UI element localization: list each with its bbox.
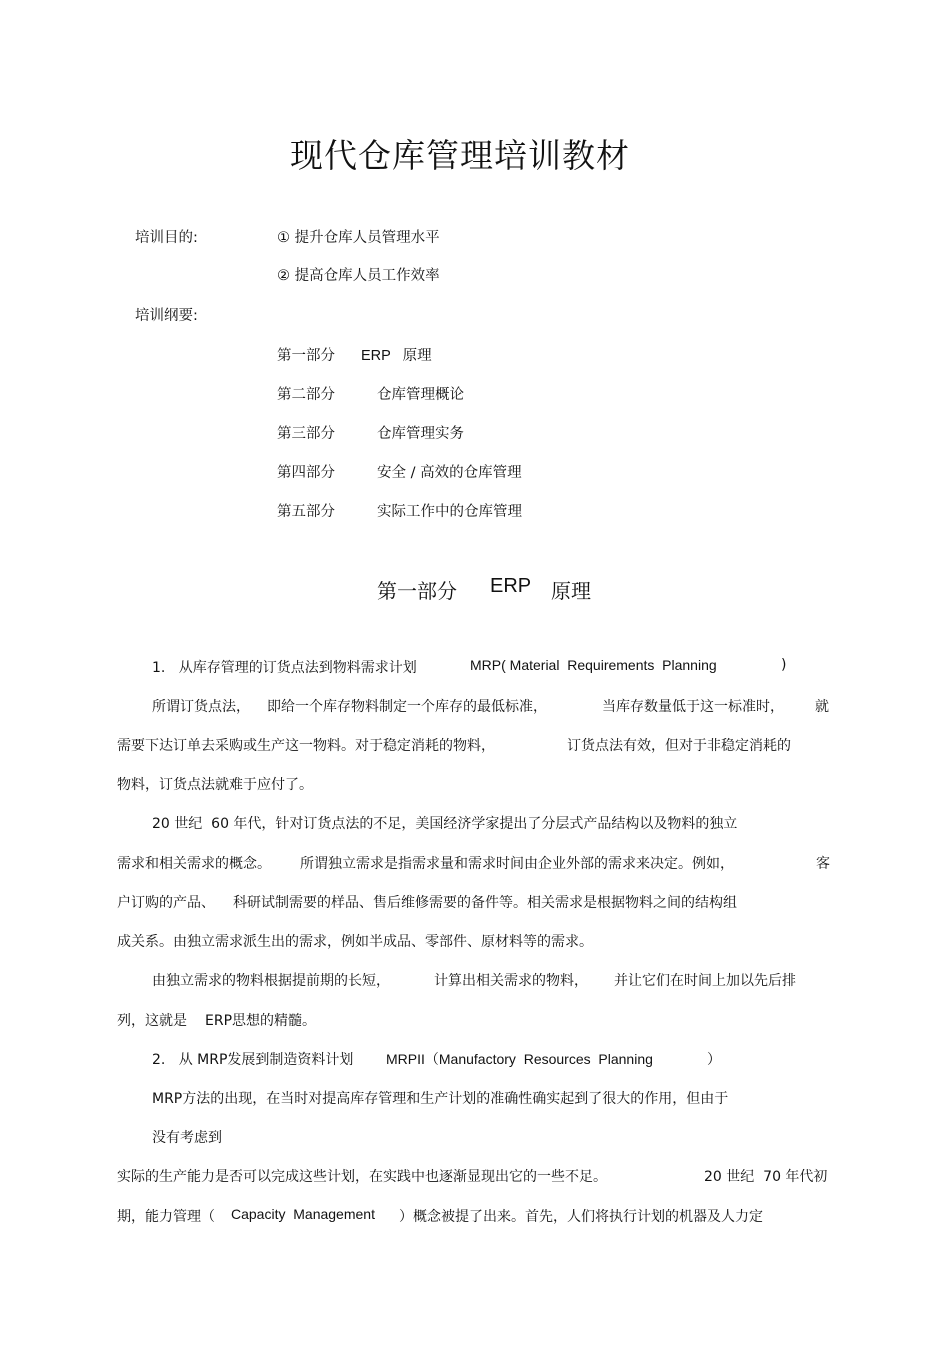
subheading-1: 1. 从库存管理的订货点法到物料需求计划: [152, 660, 417, 676]
paragraph-line: 20 世纪 70 年代初: [704, 1169, 828, 1185]
subheading-2: 2. 从 MRP发展到制造资料计划: [152, 1052, 354, 1068]
paragraph-line: 列，这就是: [117, 1013, 187, 1029]
paragraph-line: 计算出相关需求的物料，: [434, 973, 588, 989]
paragraph-line: 户订购的产品、: [117, 895, 215, 911]
paragraph-line: MRP方法的出现，在当时对提高库存管理和生产计划的准确性确实起到了很大的作用，但由于: [152, 1091, 729, 1107]
outline-part-name: 仓库管理概论: [377, 387, 464, 403]
outline-part-name: 安全 / 高效的仓库管理: [377, 465, 522, 481]
paragraph-line: 订货点法有效，但对于非稳定消耗的: [567, 738, 791, 754]
outline-part-number: 第四部分: [277, 465, 335, 481]
paragraph-line: 需求和相关需求的概念。: [117, 856, 271, 872]
subheading-2-english: MRPII（Manufactory Resources Planning: [386, 1051, 653, 1067]
paragraph-line: 由独立需求的物料根据提前期的长短，: [152, 973, 390, 989]
outline-part-name: ERP 原理: [361, 348, 432, 364]
objective-item: ① 提升仓库人员管理水平: [277, 230, 440, 246]
paragraph-line: 期，能力管理（: [117, 1209, 215, 1225]
outline-part-number: 第一部分: [277, 348, 335, 364]
paragraph-line: ）概念被提了出来。首先，人们将执行计划的机器及人力定: [399, 1209, 763, 1225]
paragraph-line: 客: [816, 856, 830, 872]
paragraph-line: 所谓独立需求是指需求量和需求时间由企业外部的需求来决定。例如，: [300, 856, 734, 872]
document-title: 现代仓库管理培训教材: [290, 136, 630, 175]
outline-part-number: 第三部分: [277, 426, 335, 442]
paragraph-line: 需要下达订单去采购或生产这一物料。对于稳定消耗的物料，: [117, 738, 495, 754]
outline-label: 培训纲要:: [135, 308, 198, 324]
paragraph-line-english: Capacity Management: [231, 1206, 375, 1222]
subheading-2-close: ）: [707, 1052, 721, 1068]
outline-part-name: 仓库管理实务: [377, 426, 464, 442]
subheading-1-close: ): [781, 657, 787, 673]
paragraph-line: 成关系。由独立需求派生出的需求，例如半成品、零部件、原材料等的需求。: [117, 934, 593, 950]
outline-part-number: 第五部分: [277, 504, 335, 520]
paragraph-line: 就: [815, 699, 829, 715]
section-heading-part: 第一部分: [377, 579, 457, 603]
paragraph-line: 没有考虑到: [152, 1130, 222, 1146]
paragraph-line: 并让它们在时间上加以先后排: [614, 973, 796, 989]
paragraph-line: 即给一个库存物料制定一个库存的最低标准，: [267, 699, 547, 715]
objective-item: ② 提高仓库人员工作效率: [277, 268, 440, 284]
section-heading-erp: ERP: [490, 575, 532, 597]
outline-part-name: 实际工作中的仓库管理: [377, 504, 522, 520]
paragraph-line: 20 世纪 60 年代，针对订货点法的不足，美国经济学家提出了分层式产品结构以及物料的独立: [152, 816, 738, 832]
paragraph-line: 实际的生产能力是否可以完成这些计划，在实践中也逐渐显现出它的一些不足。: [117, 1169, 607, 1185]
paragraph-line: 当库存数量低于这一标准时，: [602, 699, 784, 715]
objectives-label: 培训目的:: [135, 230, 198, 246]
outline-part-number: 第二部分: [277, 387, 335, 403]
paragraph-line: ERP思想的精髓。: [205, 1013, 317, 1029]
section-heading-name: 原理: [551, 579, 591, 603]
paragraph-line: 科研试制需要的样品、售后维修需要的备件等。相关需求是根据物料之间的结构组: [233, 895, 737, 911]
paragraph-line: 物料，订货点法就难于应付了。: [117, 777, 313, 793]
paragraph-line: 所谓订货点法，: [152, 699, 250, 715]
subheading-1-english: MRP( Material Requirements Planning: [470, 657, 717, 673]
